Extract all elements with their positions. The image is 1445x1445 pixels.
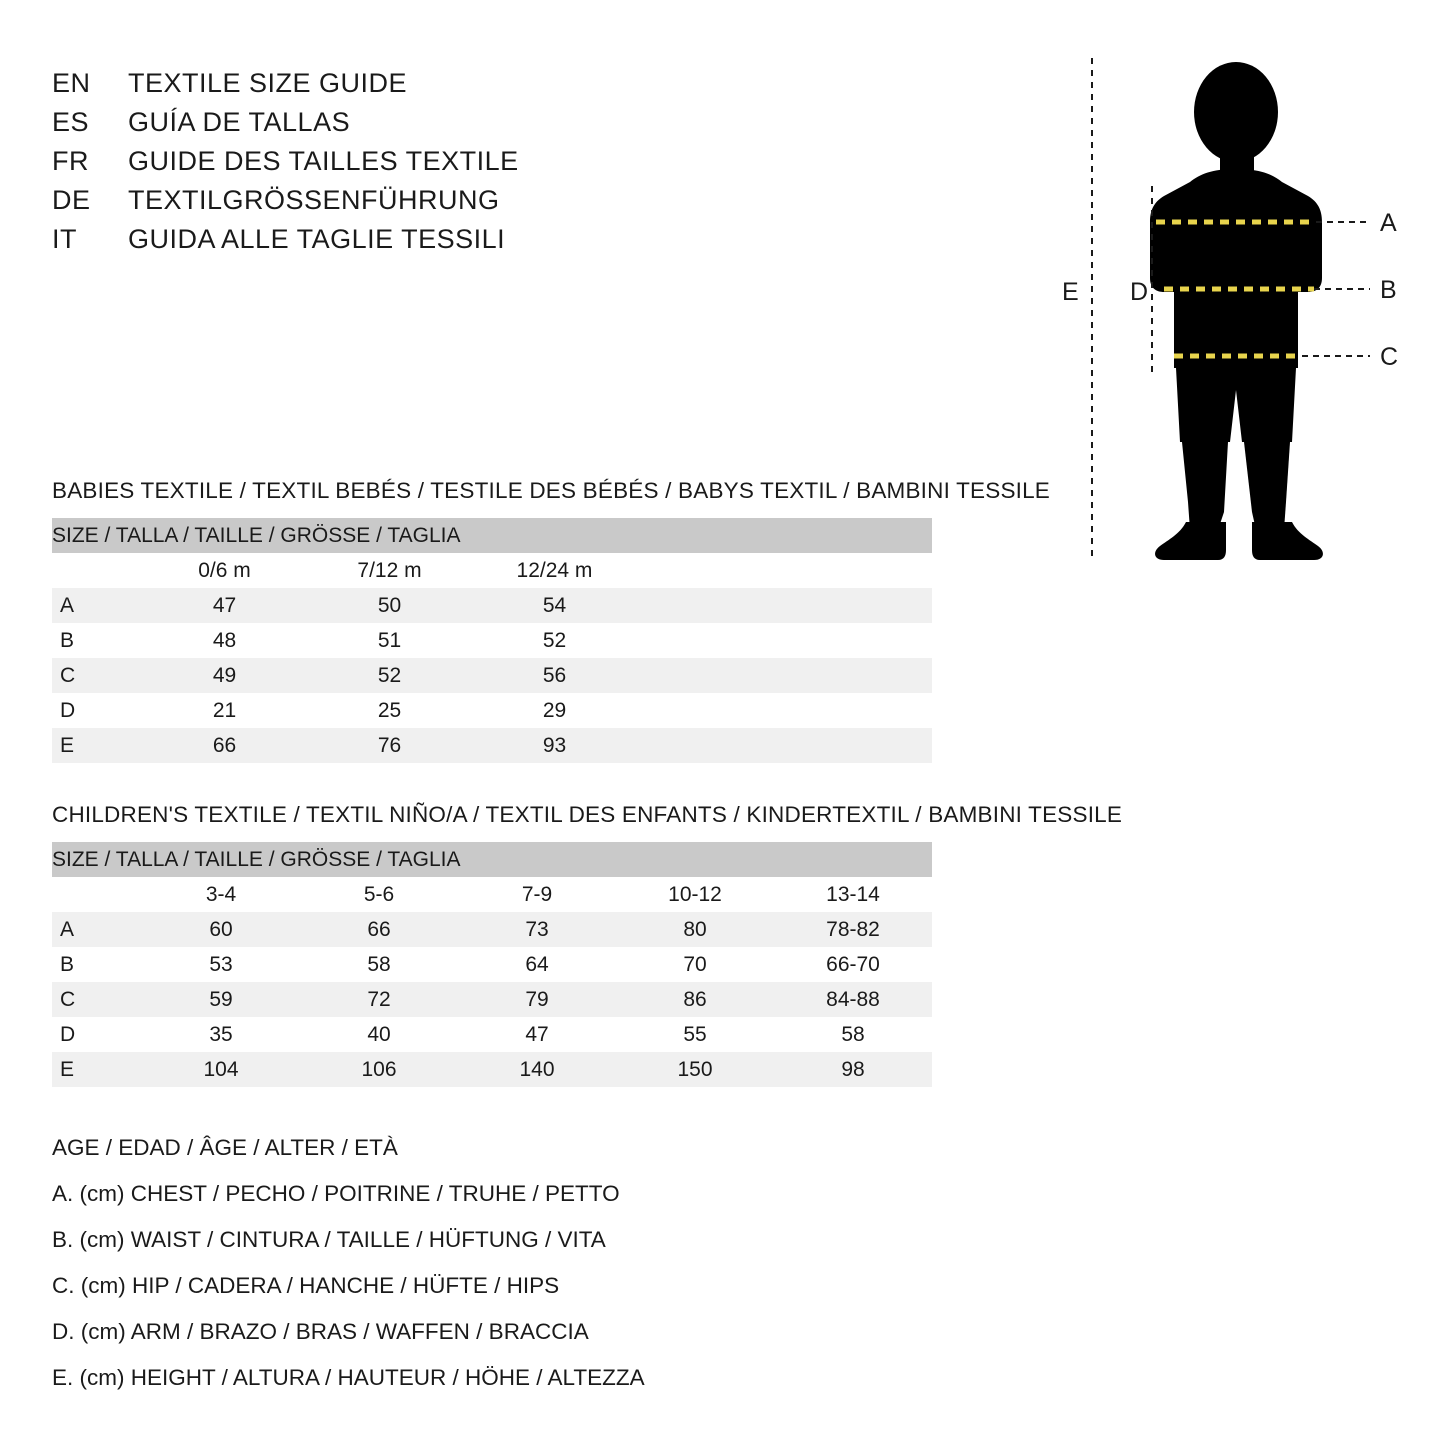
babies-size-table <box>52 518 932 763</box>
babies-row-2-val-2: 56 <box>472 658 637 693</box>
babies-row-3-spacer <box>637 693 932 728</box>
figure-label-e: E <box>1062 278 1079 306</box>
children-row-2-val-3: 86 <box>616 982 774 1017</box>
babies-row-1-val-1: 51 <box>307 623 472 658</box>
table-row <box>52 982 932 1017</box>
title-row-fr <box>52 146 752 177</box>
legend-line-arm: D. (cm) ARM / BRAZO / BRAS / WAFFEN / BRACCIA <box>52 1319 589 1344</box>
babies-row-3-val-2: 29 <box>472 693 637 728</box>
table-row <box>52 693 932 728</box>
legend-line-chest: A. (cm) CHEST / PECHO / POITRINE / TRUHE / PETTO <box>52 1181 620 1206</box>
babies-col-0: 0/6 m <box>142 553 307 588</box>
babies-row-1-val-0: 48 <box>142 623 307 658</box>
title-text-fr: GUIDE DES TAILLES TEXTILE <box>128 146 519 176</box>
table-row <box>52 623 932 658</box>
title-row-es <box>52 107 752 138</box>
figure-label-b: B <box>1380 276 1397 304</box>
title-lang-it: IT <box>52 224 77 254</box>
figure-label-c: C <box>1380 343 1399 371</box>
children-col-4: 13-14 <box>774 877 932 912</box>
children-col-2: 7-9 <box>458 877 616 912</box>
table-row <box>52 658 932 693</box>
children-row-0-val-3: 80 <box>616 912 774 947</box>
children-row-4-val-3: 150 <box>616 1052 774 1087</box>
babies-row-0-label: A <box>52 588 142 623</box>
children-row-1-val-3: 70 <box>616 947 774 982</box>
title-lang-en: EN <box>52 68 91 98</box>
legend-block <box>52 1135 952 1411</box>
table-row <box>52 1052 932 1087</box>
babies-column-header-row <box>52 553 932 588</box>
babies-row-3-val-1: 25 <box>307 693 472 728</box>
legend-line-age: AGE / EDAD / ÂGE / ALTER / ETÀ <box>52 1135 398 1160</box>
children-size-table <box>52 842 932 1087</box>
children-col-1: 5-6 <box>300 877 458 912</box>
title-row-de <box>52 185 752 216</box>
babies-row-4-val-2: 93 <box>472 728 637 763</box>
children-row-1-val-1: 58 <box>300 947 458 982</box>
title-block <box>52 68 752 263</box>
legend-line-waist: B. (cm) WAIST / CINTURA / TAILLE / HÜFTUNG / VITA <box>52 1227 606 1252</box>
children-row-2-val-4: 84-88 <box>774 982 932 1017</box>
children-row-4-val-2: 140 <box>458 1052 616 1087</box>
babies-band-row <box>52 518 932 553</box>
babies-row-1-spacer <box>637 623 932 658</box>
table-row <box>52 912 932 947</box>
children-row-0-val-1: 66 <box>300 912 458 947</box>
children-band-label: SIZE / TALLA / TAILLE / GRÖSSE / TAGLIA <box>52 842 932 877</box>
babies-row-2-spacer <box>637 658 932 693</box>
title-lang-fr: FR <box>52 146 89 176</box>
children-row-2-val-0: 59 <box>142 982 300 1017</box>
title-row-it <box>52 224 752 255</box>
babies-col-spacer <box>637 553 932 588</box>
table-row <box>52 1017 932 1052</box>
babies-col-2: 12/24 m <box>472 553 637 588</box>
children-section-title: CHILDREN'S TEXTILE / TEXTIL NIÑO/A / TEXTIL DES ENFANTS / KINDERTEXTIL / BAMBINI TESSILE <box>52 802 1123 827</box>
babies-row-1-label: B <box>52 623 142 658</box>
children-row-4-label: E <box>52 1052 142 1087</box>
children-section <box>52 802 1392 1087</box>
table-row <box>52 728 932 763</box>
babies-row-1-val-2: 52 <box>472 623 637 658</box>
children-row-3-val-4: 58 <box>774 1017 932 1052</box>
babies-section-title: BABIES TEXTILE / TEXTIL BEBÉS / TESTILE DES BÉBÉS / BABYS TEXTIL / BAMBINI TESSILE <box>52 478 1051 503</box>
babies-row-2-val-0: 49 <box>142 658 307 693</box>
children-row-3-label: D <box>52 1017 142 1052</box>
babies-row-4-label: E <box>52 728 142 763</box>
babies-col-1: 7/12 m <box>307 553 472 588</box>
children-row-0-val-0: 60 <box>142 912 300 947</box>
table-row <box>52 947 932 982</box>
children-row-4-val-0: 104 <box>142 1052 300 1087</box>
children-row-1-val-2: 64 <box>458 947 616 982</box>
children-row-3-val-0: 35 <box>142 1017 300 1052</box>
children-column-header-row <box>52 877 932 912</box>
children-row-1-val-4: 66-70 <box>774 947 932 982</box>
figure-label-d: D <box>1130 278 1149 306</box>
title-text-en: TEXTILE SIZE GUIDE <box>128 68 408 98</box>
figure-label-a: A <box>1380 209 1397 237</box>
children-row-3-val-2: 47 <box>458 1017 616 1052</box>
children-row-0-label: A <box>52 912 142 947</box>
title-lang-de: DE <box>52 185 91 215</box>
title-text-de: TEXTILGRÖSSENFÜHRUNG <box>128 185 500 215</box>
table-row <box>52 588 932 623</box>
legend-line-height: E. (cm) HEIGHT / ALTURA / HAUTEUR / HÖHE / ALTEZZA <box>52 1365 645 1390</box>
legend-line-hip: C. (cm) HIP / CADERA / HANCHE / HÜFTE / HIPS <box>52 1273 560 1298</box>
children-row-4-val-4: 98 <box>774 1052 932 1087</box>
babies-row-4-spacer <box>637 728 932 763</box>
babies-band-label: SIZE / TALLA / TAILLE / GRÖSSE / TAGLIA <box>52 518 932 553</box>
children-row-2-val-2: 79 <box>458 982 616 1017</box>
title-text-it: GUIDA ALLE TAGLIE TESSILI <box>128 224 506 254</box>
title-row-en <box>52 68 752 99</box>
babies-row-2-label: C <box>52 658 142 693</box>
babies-section <box>52 478 1392 763</box>
babies-row-0-val-2: 54 <box>472 588 637 623</box>
children-row-3-val-1: 40 <box>300 1017 458 1052</box>
babies-row-3-label: D <box>52 693 142 728</box>
babies-corner-cell <box>52 553 142 588</box>
children-col-0: 3-4 <box>142 877 300 912</box>
children-row-3-val-3: 55 <box>616 1017 774 1052</box>
babies-row-4-val-0: 66 <box>142 728 307 763</box>
children-row-1-label: B <box>52 947 142 982</box>
babies-row-0-val-1: 50 <box>307 588 472 623</box>
babies-row-2-val-1: 52 <box>307 658 472 693</box>
title-text-es: GUÍA DE TALLAS <box>128 107 351 137</box>
babies-row-0-val-0: 47 <box>142 588 307 623</box>
babies-row-3-val-0: 21 <box>142 693 307 728</box>
children-corner-cell <box>52 877 142 912</box>
children-col-3: 10-12 <box>616 877 774 912</box>
title-lang-es: ES <box>52 107 90 137</box>
children-row-0-val-4: 78-82 <box>774 912 932 947</box>
babies-row-0-spacer <box>637 588 932 623</box>
babies-row-4-val-1: 76 <box>307 728 472 763</box>
children-row-0-val-2: 73 <box>458 912 616 947</box>
children-row-2-val-1: 72 <box>300 982 458 1017</box>
children-row-2-label: C <box>52 982 142 1017</box>
children-row-4-val-1: 106 <box>300 1052 458 1087</box>
children-row-1-val-0: 53 <box>142 947 300 982</box>
children-band-row <box>52 842 932 877</box>
